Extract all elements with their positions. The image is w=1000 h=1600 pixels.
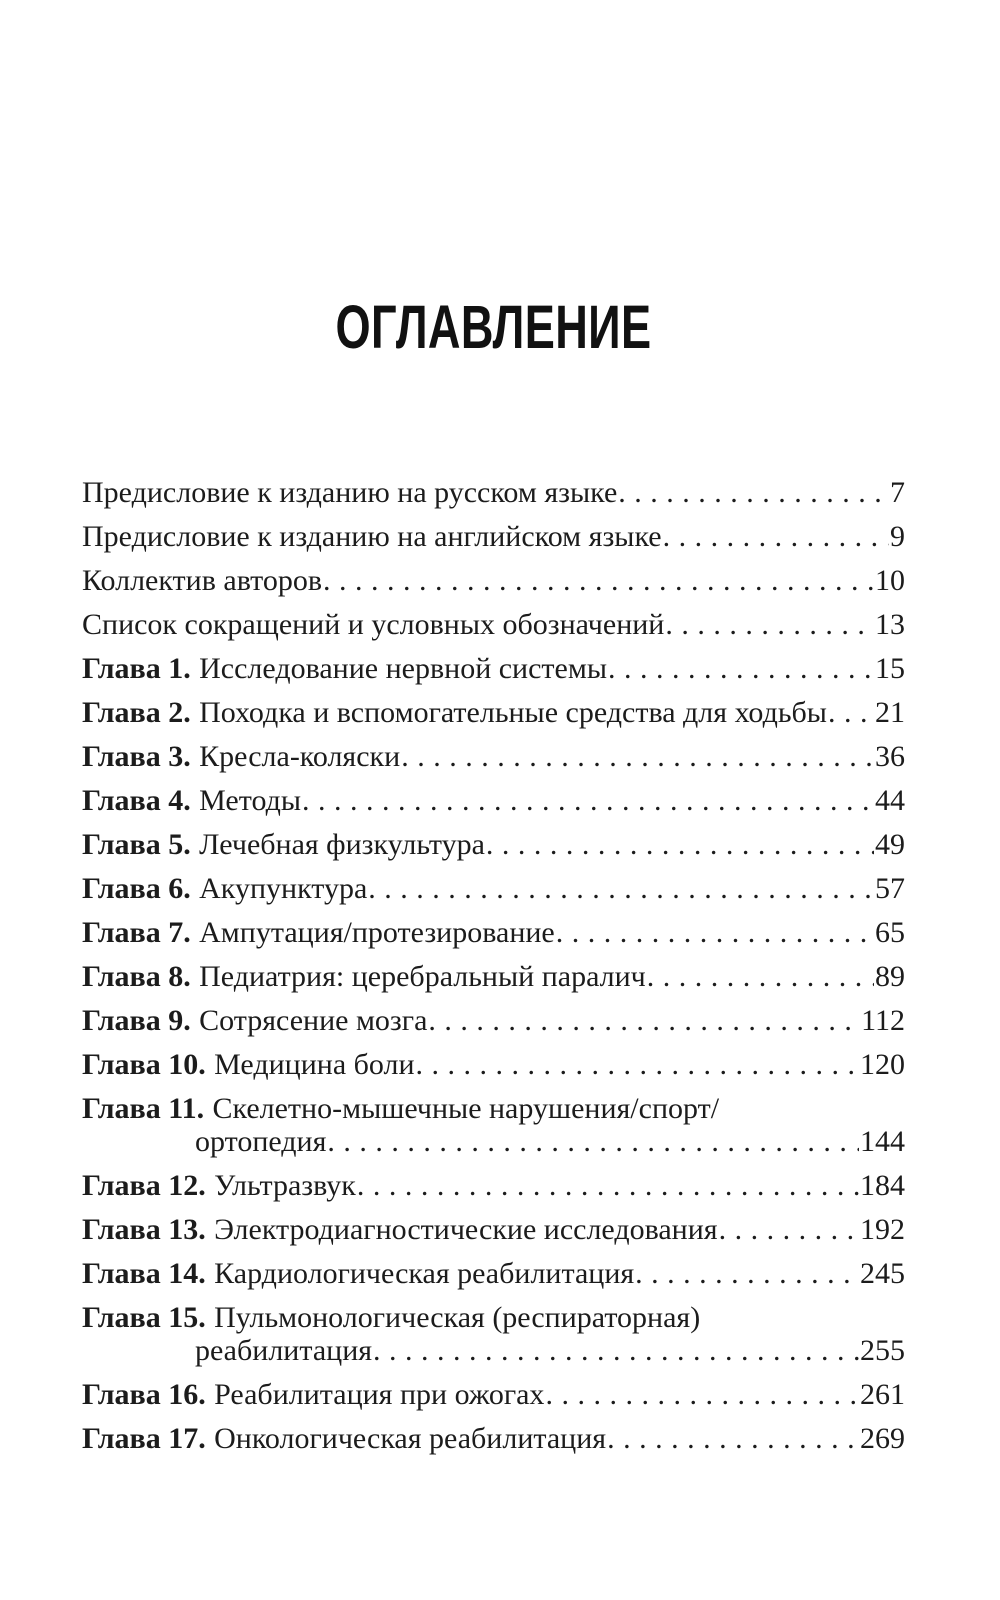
toc-entry-line (82, 1092, 905, 1125)
toc-entry-line (82, 1378, 905, 1411)
entry-title: Предисловие к изданию на русском языке (82, 476, 618, 509)
entry-title: Электродиагностические исследования (214, 1213, 718, 1246)
dot-leader (556, 916, 874, 949)
toc-entry-line (82, 872, 905, 905)
dot-leader (302, 784, 874, 817)
toc-entry (82, 1213, 905, 1246)
entry-title: Ампутация/протезирование (199, 916, 555, 949)
page-number: 13 (875, 608, 905, 641)
chapter-label: Глава 11. (82, 1092, 205, 1125)
dot-leader (545, 1378, 859, 1411)
chapter-label: Глава 1. (82, 652, 191, 685)
dot-leader (608, 652, 874, 685)
toc-entry-line (82, 696, 905, 729)
toc-entry (82, 1257, 905, 1290)
dot-leader (327, 1125, 859, 1158)
toc-entry-line-continued (82, 1125, 905, 1158)
chapter-label: Глава 5. (82, 828, 191, 861)
page-number: 9 (890, 520, 905, 553)
toc-entry-line (82, 1301, 905, 1334)
toc-entry (82, 1092, 905, 1158)
toc-entry-line (82, 960, 905, 993)
toc-entry-line-continued (82, 1334, 905, 1367)
chapter-label: Глава 3. (82, 740, 191, 773)
entry-title: Лечебная физкультура (199, 828, 485, 861)
toc-entry-line (82, 740, 905, 773)
dot-leader (719, 1213, 859, 1246)
toc-entry-line (82, 476, 905, 509)
dot-leader (665, 608, 874, 641)
page-number: 255 (860, 1334, 905, 1367)
toc-entry-line (82, 1257, 905, 1290)
toc-entry (82, 828, 905, 861)
toc-entry (82, 1301, 905, 1367)
dot-leader (373, 1334, 859, 1367)
page-title-wrap (82, 293, 905, 361)
entry-title: Акупунктура (199, 872, 368, 905)
entry-title: Методы (199, 784, 302, 817)
chapter-label: Глава 13. (82, 1213, 206, 1246)
page-number: 269 (860, 1422, 905, 1455)
page-number: 57 (875, 872, 905, 905)
dot-leader (607, 1422, 859, 1455)
page-number: 120 (860, 1048, 905, 1081)
entry-title: Кардиологическая реабилитация (214, 1257, 635, 1290)
dot-leader (401, 740, 874, 773)
chapter-label: Глава 9. (82, 1004, 191, 1037)
toc-entry (82, 476, 905, 509)
dot-leader (618, 476, 889, 509)
entry-title: Пульмонологическая (респираторная) (214, 1301, 701, 1334)
chapter-label: Глава 7. (82, 916, 191, 949)
dot-leader (428, 1004, 860, 1037)
toc-entry (82, 696, 905, 729)
page-number: 15 (875, 652, 905, 685)
toc-entry (82, 784, 905, 817)
entry-title: Исследование нервной системы (199, 652, 607, 685)
toc-entry-line (82, 784, 905, 817)
toc-entry-line (82, 1169, 905, 1202)
toc-entry-line (82, 1213, 905, 1246)
entry-title: Медицина боли (214, 1048, 415, 1081)
page-number: 21 (875, 696, 905, 729)
page-number: 144 (860, 1125, 905, 1158)
toc-entry (82, 1048, 905, 1081)
toc-entry (82, 1004, 905, 1037)
chapter-label: Глава 8. (82, 960, 191, 993)
chapter-label: Глава 6. (82, 872, 191, 905)
dot-leader (416, 1048, 859, 1081)
entry-title: Реабилитация при ожогах (214, 1378, 545, 1411)
entry-title: Сотрясение мозга (199, 1004, 428, 1037)
entry-title: Список сокращений и условных обозначений (82, 608, 665, 641)
page-number: 261 (860, 1378, 905, 1411)
entry-title: Скелетно-мышечные нарушения/спорт/ (212, 1092, 720, 1125)
entry-title: Предисловие к изданию на английском языке (82, 520, 662, 553)
page-number: 65 (875, 916, 905, 949)
toc-entry (82, 608, 905, 641)
toc-entry-line (82, 828, 905, 861)
toc-entry (82, 1422, 905, 1455)
toc-entry (82, 916, 905, 949)
dot-leader (663, 520, 889, 553)
toc-entry-line (82, 1004, 905, 1037)
toc-entry (82, 1378, 905, 1411)
page-number: 112 (861, 1004, 905, 1037)
page-number: 49 (875, 828, 905, 861)
toc-entry-line (82, 652, 905, 685)
page-number: 44 (875, 784, 905, 817)
dot-leader (486, 828, 874, 861)
dot-leader (368, 872, 874, 905)
chapter-label: Глава 4. (82, 784, 191, 817)
entry-title: Онкологическая реабилитация (214, 1422, 607, 1455)
toc-entry-line (82, 1048, 905, 1081)
entry-title-continued: реабилитация (195, 1334, 373, 1367)
dot-leader (635, 1257, 859, 1290)
dot-leader (323, 564, 874, 597)
chapter-label: Глава 17. (82, 1422, 206, 1455)
dot-leader (647, 960, 874, 993)
chapter-label: Глава 12. (82, 1169, 206, 1202)
toc-entry-line (82, 1422, 905, 1455)
page-number: 89 (875, 960, 905, 993)
page-number: 184 (860, 1169, 905, 1202)
chapter-label: Глава 14. (82, 1257, 206, 1290)
dot-leader (357, 1169, 859, 1202)
toc-entry (82, 960, 905, 993)
chapter-label: Глава 16. (82, 1378, 206, 1411)
page-title: ОГЛАВЛЕНИЕ (335, 293, 652, 361)
toc-entry-line (82, 916, 905, 949)
page-number: 245 (860, 1257, 905, 1290)
toc-entry (82, 1169, 905, 1202)
chapter-label: Глава 15. (82, 1301, 206, 1334)
toc-entry-line (82, 564, 905, 597)
toc-list (82, 476, 905, 1455)
entry-title: Ультразвук (214, 1169, 356, 1202)
chapter-label: Глава 2. (82, 696, 191, 729)
chapter-label: Глава 10. (82, 1048, 206, 1081)
entry-title: Коллектив авторов (82, 564, 322, 597)
page-number: 192 (860, 1213, 905, 1246)
entry-title: Педиатрия: церебральный паралич (199, 960, 646, 993)
toc-entry (82, 872, 905, 905)
toc-entry (82, 564, 905, 597)
entry-title: Походка и вспомогательные средства для ходьбы (199, 696, 827, 729)
page-number: 7 (890, 476, 905, 509)
page-number: 10 (875, 564, 905, 597)
entry-title: Кресла-коляски (199, 740, 401, 773)
entry-title-continued: ортопедия (195, 1125, 327, 1158)
toc-entry (82, 740, 905, 773)
toc-entry-line (82, 520, 905, 553)
dot-leader (828, 696, 874, 729)
page-number: 36 (875, 740, 905, 773)
toc-entry (82, 520, 905, 553)
toc-entry-line (82, 608, 905, 641)
toc-entry (82, 652, 905, 685)
